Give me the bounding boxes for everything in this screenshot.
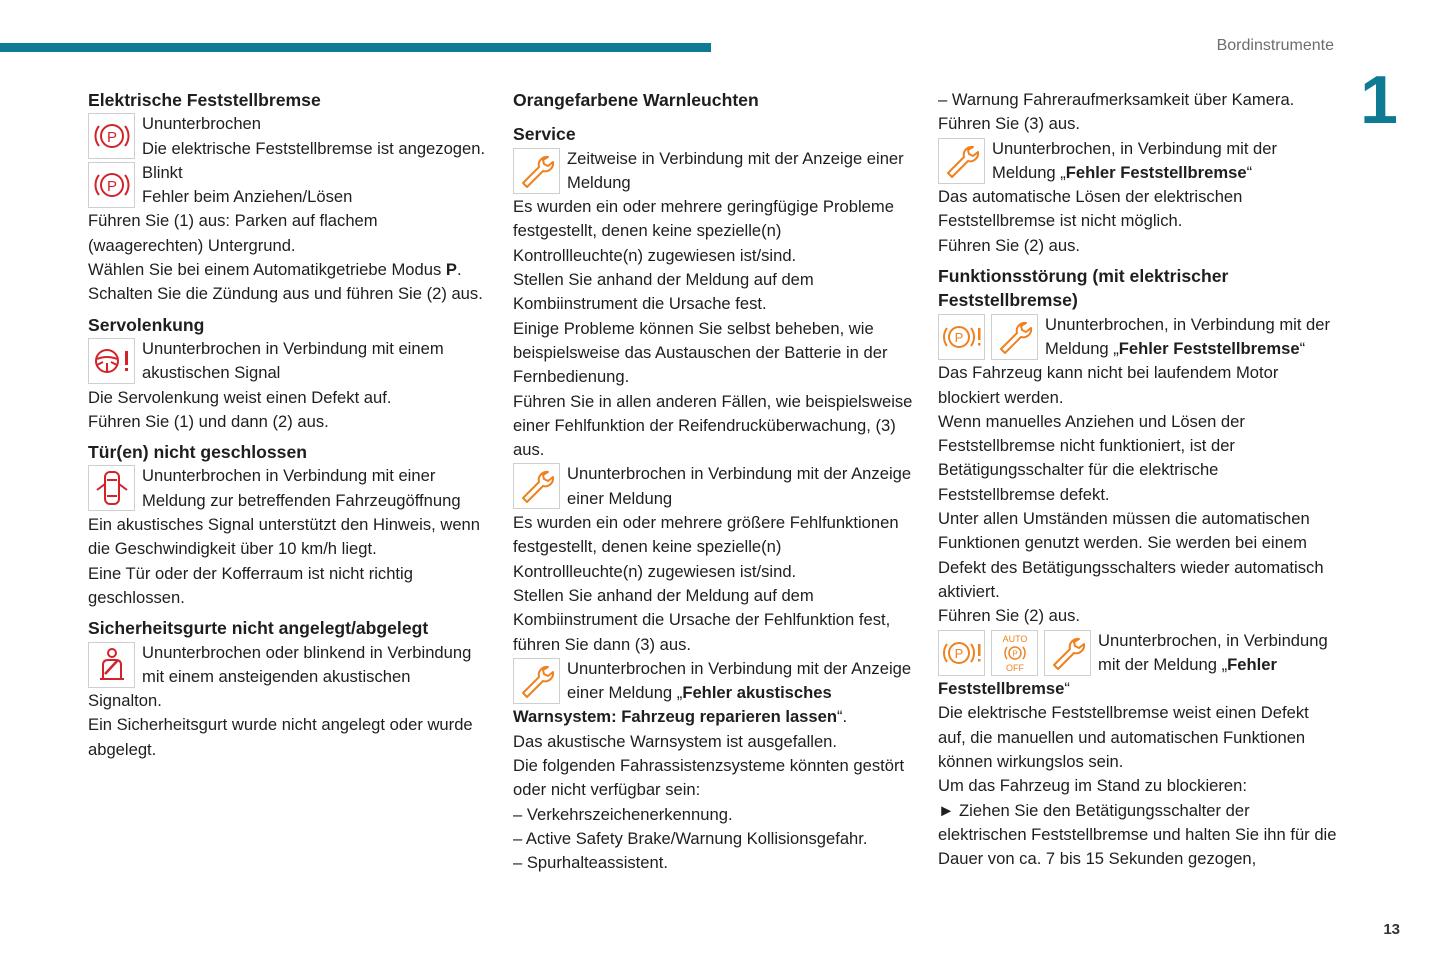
heading-seatbelt: Sicherheitsgurte nicht angelegt/abgelegt <box>88 618 429 639</box>
warning-block <box>513 147 913 196</box>
svg-text:P: P <box>106 129 117 147</box>
warning-block <box>938 629 1338 702</box>
chapter-number: 1 <box>1360 62 1398 138</box>
parking-brake-red-icon <box>88 113 135 159</box>
paragraph: Stellen Sie anhand der Meldung auf dem Kombiinstrument die Ursache fest. <box>513 270 814 314</box>
wrench-icon <box>991 314 1038 360</box>
paragraph: Führen Sie (1) und dann (2) aus. <box>88 411 329 431</box>
wrench-icon <box>513 148 560 194</box>
column-2 <box>513 88 913 876</box>
svg-text:P: P <box>106 177 117 195</box>
parking-brake-fault-orange-icon <box>938 630 985 676</box>
heading-service: Service <box>513 124 576 145</box>
description-text: Ununterbrochen in Verbindung mit einer Meldung zur betreffenden Fahrzeugöffnung <box>142 466 461 510</box>
svg-text:OFF: OFF <box>1005 662 1024 673</box>
wrench-icon <box>513 463 560 509</box>
paragraph: Die Servolenkung weist einen Defekt auf. <box>88 387 392 407</box>
warning-block <box>938 313 1338 362</box>
heading-electric-parking-brake: Elektrische Feststellbremse <box>88 90 321 110</box>
svg-text:P: P <box>954 329 963 345</box>
warning-block <box>88 161 488 210</box>
paragraph: Führen Sie (1) aus: Parken auf flachem (waagerechten) Untergrund. <box>88 211 378 255</box>
warning-block <box>88 641 488 714</box>
warning-block <box>513 657 913 730</box>
list-item: – Warnung Fahreraufmerksamkeit über Kamera. <box>938 90 1295 109</box>
warning-block <box>88 464 488 513</box>
description-text: Ununterbrochen, in Verbindung mit der Meldung „Fehler Feststellbremse“ <box>1045 314 1331 358</box>
paragraph: Eine Tür oder der Kofferraum ist nicht richtig geschlossen. <box>88 563 413 607</box>
parking-brake-red-icon <box>88 162 135 208</box>
description-text: Zeitweise in Verbindung mit der Anzeige einer Meldung <box>567 148 904 192</box>
seatbelt-icon <box>88 642 135 688</box>
paragraph: Das akustische Warnsystem ist ausgefallen. <box>513 731 838 751</box>
header-accent-bar <box>0 43 711 52</box>
paragraph: Ein Sicherheitsgurt wurde nicht angelegt oder wurde abgelegt. <box>88 715 473 759</box>
paragraph: Die elektrische Feststellbremse weist einen Defekt auf, die manuellen und automatischen Funktionen können wirkungslos sein. <box>938 703 1309 772</box>
paragraph: Wählen Sie bei einem Automatikgetriebe Modus P. <box>88 260 462 280</box>
heading-orange-warning-lights: Orangefarbene Warnleuchten <box>513 90 759 110</box>
description-text: Ununterbrochen in Verbindung mit der Anzeige einer Meldung <box>567 464 912 508</box>
state-text: Blinkt <box>142 162 183 182</box>
paragraph: Schalten Sie die Zündung aus und führen Sie (2) aus. <box>88 284 483 304</box>
door-open-icon <box>88 465 135 511</box>
paragraph: Das Fahrzeug kann nicht bei laufendem Motor blockiert werden. <box>938 363 1279 407</box>
paragraph: Es wurden ein oder mehrere geringfügige Probleme festgestellt, denen keine spezielle(n) Kontrollleuchte(n) zugewiesen ist/sind. <box>513 197 894 265</box>
paragraph: Um das Fahrzeug im Stand zu blockieren: <box>938 776 1247 796</box>
warning-block <box>938 137 1338 186</box>
warning-block <box>513 462 913 511</box>
paragraph: Stellen Sie anhand der Meldung auf dem Kombiinstrument die Ursache der Fehlfunktion fest, führen Sie dann (3) aus. <box>513 585 891 654</box>
paragraph: Führen Sie (2) aus. <box>938 235 1081 255</box>
wrench-icon <box>938 138 985 184</box>
paragraph: Unter allen Umständen müssen die automatischen Funktionen genutzt werden. Sie werden bei einem Defekt des Betätigungsschalters wieder automatisch aktiviert. <box>938 509 1324 601</box>
paragraph: Führen Sie (3) aus. <box>938 114 1081 134</box>
heading-power-steering: Servolenkung <box>88 314 205 335</box>
heading-malfunction-parking-brake: Funktionsstörung (mit elektrischer Feststellbremse) <box>938 266 1229 311</box>
svg-text:AUTO: AUTO <box>1002 633 1027 644</box>
steering-wheel-warning-icon <box>88 338 135 384</box>
column-1 <box>88 88 488 762</box>
auto-parking-off-icon <box>991 630 1038 676</box>
description-text: Ununterbrochen in Verbindung mit der Anzeige einer Meldung „Fehler akustisches Warnsystem: Fahrzeug reparieren lassen“. <box>513 658 912 727</box>
description-text: Ununterbrochen oder blinkend in Verbindung mit einem ansteigenden akustischen Signalton. <box>88 642 472 711</box>
description-text: Die elektrische Feststellbremse ist angezogen. <box>142 138 486 158</box>
state-text: Ununterbrochen <box>142 114 262 134</box>
list-item: – Spurhalteassistent. <box>513 853 668 873</box>
warning-block <box>88 112 488 161</box>
wrench-icon <box>1044 630 1091 676</box>
heading-door-open: Tür(en) nicht geschlossen <box>88 442 307 463</box>
parking-brake-fault-orange-icon <box>938 314 985 360</box>
description-text: Fehler beim Anziehen/Lösen <box>142 187 353 207</box>
column-3 <box>938 88 1338 872</box>
paragraph: Führen Sie in allen anderen Fällen, wie beispielsweise einer Fehlfunktion der Reifendrucküberwachung, (3) aus. <box>513 391 913 460</box>
list-item: – Verkehrszeichenerkennung. <box>513 804 733 824</box>
description-text: Ununterbrochen, in Verbindung mit der Meldung „Fehler Feststellbremse“ <box>992 138 1278 182</box>
paragraph: Einige Probleme können Sie selbst beheben, wie beispielsweise das Austauschen der Batterie in der Fernbedienung. <box>513 318 888 387</box>
description-text: Ununterbrochen in Verbindung mit einem akustischen Signal <box>142 338 444 383</box>
paragraph: Die folgenden Fahrassistenzsysteme könnten gestört oder nicht verfügbar sein: <box>513 756 905 800</box>
page-number: 13 <box>1383 921 1400 938</box>
paragraph: Führen Sie (2) aus. <box>938 606 1081 626</box>
warning-block <box>88 337 488 386</box>
section-title: Bordinstrumente <box>1216 37 1334 54</box>
description-text: Ununterbrochen, in Verbindung mit der Meldung „Fehler Feststellbremse“ <box>938 630 1328 699</box>
instruction-step: ► Ziehen Sie den Betätigungsschalter der elektrischen Feststellbremse und halten Sie ihn für die Dauer von ca. 7 bis 15 Sekunden gezogen, <box>938 800 1337 869</box>
paragraph: Wenn manuelles Anziehen und Lösen der Feststellbremse nicht funktioniert, ist der Betätigungsschalter für die elektrische Feststellbremse defekt. <box>938 411 1245 504</box>
wrench-icon <box>513 658 560 704</box>
list-item: – Active Safety Brake/Warnung Kollisionsgefahr. <box>513 828 868 848</box>
paragraph: Ein akustisches Signal unterstützt den Hinweis, wenn die Geschwindigkeit über 10 km/h liegt. <box>88 515 481 559</box>
paragraph: Das automatische Lösen der elektrischen Feststellbremse ist nicht möglich. <box>938 187 1243 231</box>
svg-text:P: P <box>1011 649 1018 659</box>
svg-text:P: P <box>954 645 963 661</box>
paragraph: Es wurden ein oder mehrere größere Fehlfunktionen festgestellt, denen keine spezielle(n) Kontrollleuchte(n) zugewiesen ist/sind. <box>513 513 899 581</box>
